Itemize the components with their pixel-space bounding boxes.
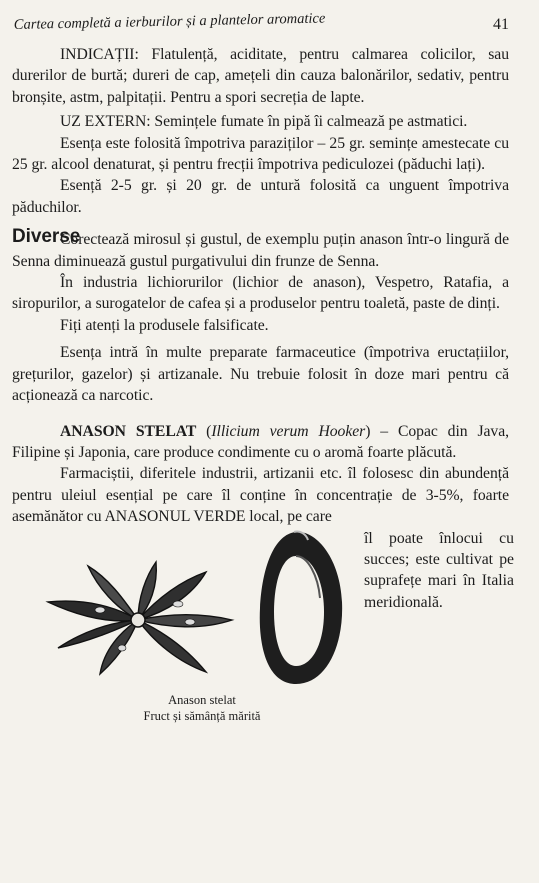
latin-name: Illicium verum Hooker: [211, 422, 366, 440]
paragraph-indicatii: [12, 44, 509, 108]
entry-title: ANASON STELAT: [60, 422, 197, 440]
figure-caption: [102, 692, 302, 724]
running-title: Cartea completă a ierburilor și a plantelor aromatice: [13, 10, 326, 34]
paragraph-anason-stelat: ANASON STELAT (Illicium verum Hooker) – Copac din Java, Filipine și Japonia, care produce condimente cu o aromă foarte plăcută.: [12, 422, 510, 461]
uz-extern-text: Semințele fumate în pipă îi calmează pe astmatici.: [150, 113, 468, 131]
figure-area: [12, 528, 514, 768]
paragraph-diverse-3: Fiți atenți la produsele falsificate.: [60, 316, 269, 334]
paragraph-uz-extern: [12, 111, 509, 132]
paragraph-diverse-4: Esența intră în multe preparate farmaceutice (împotriva eructațiilor, grețurilor, gazelor) și artizanale. Nu trebuie folosit în doze mari pentru că acționează ca narcotic.: [12, 344, 509, 405]
paragraph-esenta-1: Esența este folosită împotriva paraziților – 25 gr. semințe amestecate cu 25 gr. alcool denaturat, și pentru frecții împotriva pediculozei (păduchi lați).: [12, 134, 509, 174]
wrapped-paragraph: îl poate înlocui cu succes; este cultivat pe suprafețe mari în Italia meridională.: [364, 529, 514, 611]
paragraph-diverse-1: Corectează mirosul și gustul, de exemplu puțin anason într-o lingură de Senna diminuează gustul purgativului din frunze de Senna.: [12, 231, 509, 270]
star-anise-illustration: [38, 558, 238, 678]
paragraph-esenta-2: Esență 2-5 gr. și 20 gr. de untură folosită ca unguent împotriva păduchilor.: [12, 177, 509, 216]
section-heading-diverse: Diverse: [12, 226, 81, 248]
seed-illustration: [256, 528, 346, 688]
caption-line-1: Anason stelat: [168, 692, 236, 707]
indicatii-text: Flatulență, aciditate, pentru calmarea colicilor, sau durerilor de burtă; dureri de cap, amețeli din cauza balonărilor, sedativ, pentru bronșite, astm, palpitații. Pentru a spori secreția de lapte.: [12, 46, 509, 106]
uz-extern-label: UZ EXTERN:: [60, 113, 151, 131]
indicatii-label: INDICAȚII:: [60, 46, 139, 63]
entry-description: – Copac din Java, Filipine și Japonia, care produce condimente cu o aromă foarte plăcută.: [12, 422, 510, 461]
paragraph-diverse-2: În industria lichiorurilor (lichior de anason), Vespetro, Ratafia, a siropurilor, a surogatelor de cafea și a produselor pentru toaletă, paste de dinți.: [12, 274, 509, 313]
body-text: [12, 44, 509, 528]
running-header: [13, 10, 509, 34]
caption-line-2: Fruct și sămânță mărită: [143, 708, 261, 723]
paragraph-anason-uses: Farmaciștii, diferitele industrii, artizanii etc. îl folosesc din abundență pentru uleiul esențial pe care îl conține în concentrație de 3-5%, foarte asemănător cu ANASONUL VERDE local, pe care: [12, 465, 509, 526]
page-number: 41: [493, 16, 509, 33]
